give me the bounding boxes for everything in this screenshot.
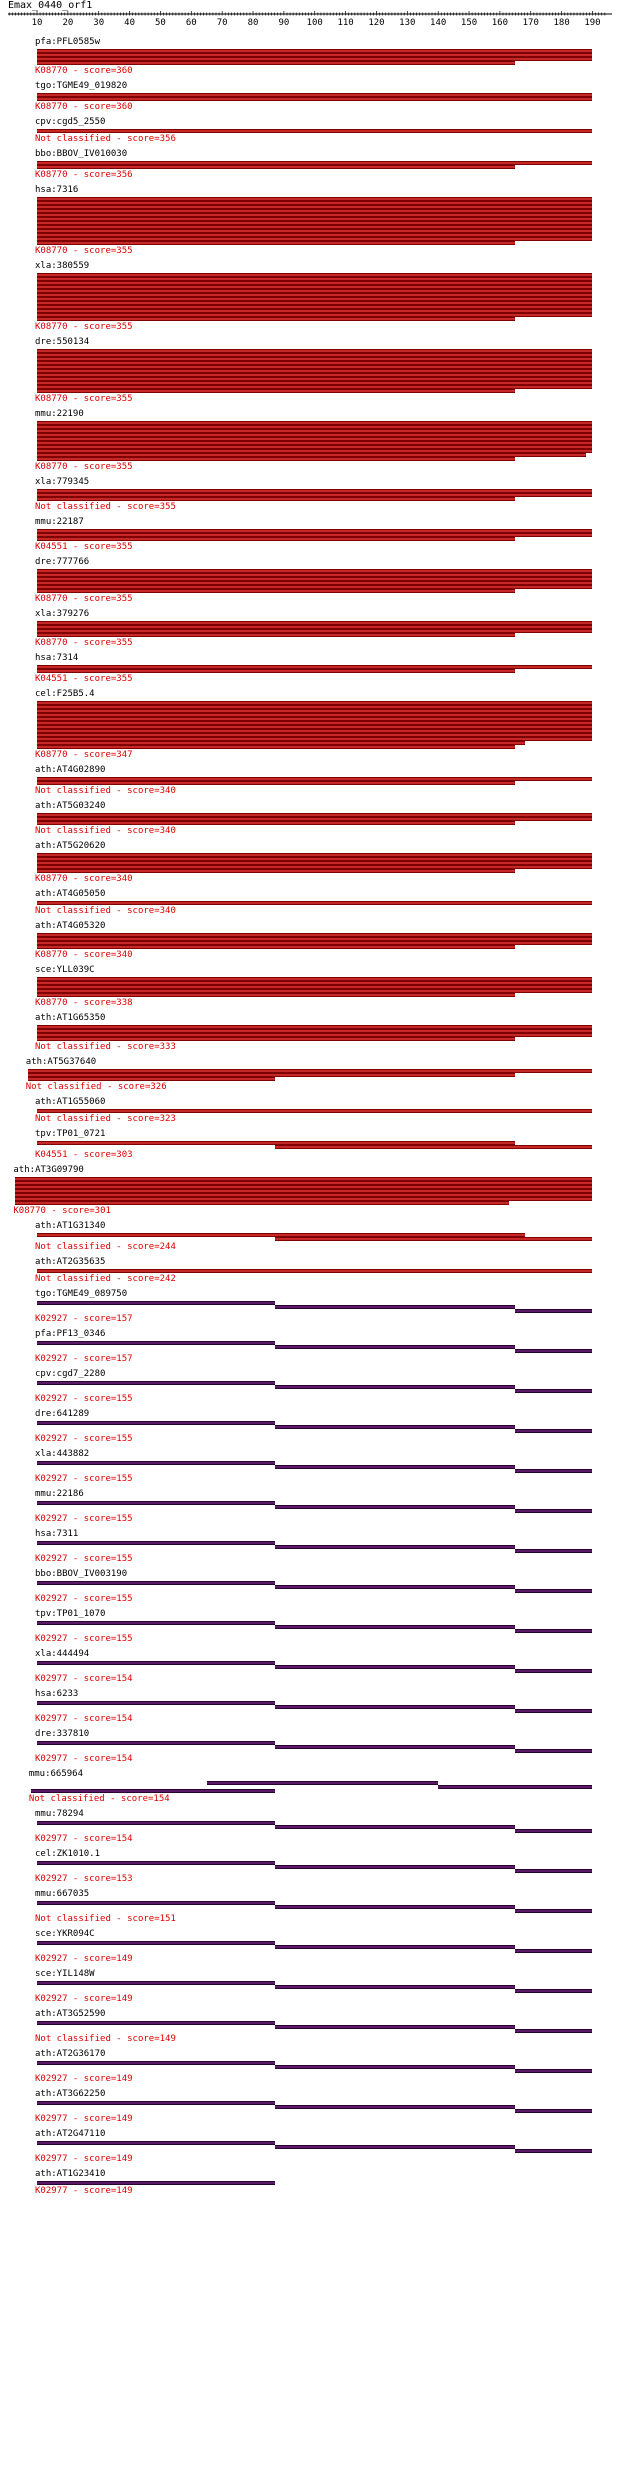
hit-gene-label[interactable]: hsa:6233 — [35, 1689, 79, 1699]
alignment-bar[interactable] — [275, 1705, 516, 1709]
hit-score-label: K08770 - score=355 — [35, 394, 133, 404]
hit-gene-label[interactable]: mmu:22190 — [35, 409, 84, 419]
hit-gene-label[interactable]: bbo:BBOV_IV010030 — [35, 149, 128, 159]
alignment-bar[interactable] — [515, 2029, 592, 2033]
hit-gene-label[interactable]: ath:AT1G31340 — [35, 1221, 106, 1231]
alignment-bar[interactable] — [31, 1789, 275, 1793]
hit-gene-label[interactable]: ath:AT2G36170 — [35, 2049, 106, 2059]
hit-gene-label[interactable]: ath:AT4G05320 — [35, 921, 106, 931]
hit-gene-label[interactable]: cel:ZK1010.1 — [35, 1849, 101, 1859]
hit-score-label: K04551 - score=303 — [35, 1150, 133, 1160]
hit-score-label: Not classified - score=242 — [35, 1274, 176, 1284]
hit-gene-label[interactable]: sce:YLL039C — [35, 965, 95, 975]
hit-score-label: K08770 - score=301 — [13, 1206, 111, 1216]
hit-gene-label[interactable]: tgo:TGME49_089750 — [35, 1289, 128, 1299]
hit-score-label: K08770 - score=338 — [35, 998, 133, 1008]
hit-gene-label[interactable]: xla:779345 — [35, 477, 90, 487]
hit-score-label: K02927 - score=149 — [35, 2074, 133, 2084]
ruler-tick-label: 70 — [216, 18, 228, 28]
alignment-bar[interactable] — [37, 61, 515, 65]
hit-gene-label[interactable]: mmu:78294 — [35, 1809, 84, 1819]
hit-score-label: K08770 - score=356 — [35, 170, 133, 180]
alignment-bar[interactable] — [515, 2149, 592, 2153]
alignment-bar[interactable] — [515, 1509, 592, 1513]
hit-score-label: K02977 - score=149 — [35, 2114, 133, 2124]
alignment-bar[interactable] — [37, 1381, 275, 1385]
alignment-bar[interactable] — [275, 1825, 516, 1829]
hit-score-label: K02977 - score=154 — [35, 1754, 133, 1764]
alignment-bar[interactable] — [515, 1549, 592, 1553]
ruler-tick-label: 80 — [247, 18, 259, 28]
alignment-bar[interactable] — [515, 1829, 592, 1833]
hit-score-label: K04551 - score=355 — [35, 542, 133, 552]
hit-gene-label[interactable]: dre:337810 — [35, 1729, 90, 1739]
ruler-tick-label: 20 — [62, 18, 74, 28]
ruler-tick-label: 10 — [31, 18, 43, 28]
hit-score-label: K08770 - score=360 — [35, 102, 133, 112]
hit-gene-label[interactable]: ath:AT3G62250 — [35, 2089, 106, 2099]
hit-gene-label[interactable]: dre:641289 — [35, 1409, 90, 1419]
alignment-bar[interactable] — [515, 1869, 592, 1873]
hit-gene-label[interactable]: xla:444494 — [35, 1649, 90, 1659]
alignment-bar[interactable] — [515, 1349, 592, 1353]
hit-score-label: Not classified - score=355 — [35, 502, 176, 512]
alignment-bar[interactable] — [515, 1669, 592, 1673]
hit-gene-label[interactable]: ath:AT1G23410 — [35, 2169, 106, 2179]
alignment-bar[interactable] — [275, 1505, 516, 1509]
hit-gene-label[interactable]: xla:443882 — [35, 1449, 90, 1459]
hit-gene-label[interactable]: xla:379276 — [35, 609, 90, 619]
hit-gene-label[interactable]: ath:AT4G05050 — [35, 889, 106, 899]
ruler-tick-label: 40 — [124, 18, 136, 28]
hit-score-label: Not classified - score=340 — [35, 826, 176, 836]
alignment-bar[interactable] — [37, 1301, 275, 1305]
hit-score-label: K08770 - score=340 — [35, 950, 133, 960]
alignment-bar[interactable] — [515, 2069, 592, 2073]
ruler-tick-label: 90 — [278, 18, 290, 28]
alignment-bar[interactable] — [275, 1985, 516, 1989]
alignment-bar[interactable] — [37, 781, 515, 785]
hit-gene-label[interactable]: pfa:PF13_0346 — [35, 1329, 106, 1339]
alignment-bar[interactable] — [275, 1425, 516, 1429]
hit-gene-label[interactable]: sce:YIL148W — [35, 1969, 95, 1979]
alignment-bar[interactable] — [275, 2025, 516, 2029]
alignment-bar[interactable] — [515, 1309, 592, 1313]
alignment-bar[interactable] — [275, 1905, 516, 1909]
alignment-bar[interactable] — [37, 1741, 275, 1745]
alignment-bar[interactable] — [275, 1545, 516, 1549]
hit-score-label: K02977 - score=154 — [35, 1834, 133, 1844]
hit-gene-label[interactable]: cel:F25B5.4 — [35, 689, 95, 699]
alignment-bar[interactable] — [37, 1037, 515, 1041]
hit-gene-label[interactable]: sce:YKR094C — [35, 1929, 95, 1939]
ruler-tick-label: 180 — [553, 18, 570, 28]
ruler-tick-label: 190 — [584, 18, 601, 28]
hit-score-label: K08770 - score=347 — [35, 750, 133, 760]
hit-score-label: Not classified - score=151 — [35, 1914, 176, 1924]
hit-score-label: Not classified - score=323 — [35, 1114, 176, 1124]
ruler-tick-label: 30 — [93, 18, 105, 28]
hit-gene-label[interactable]: ath:AT3G52590 — [35, 2009, 106, 2019]
hit-score-label: K02927 - score=155 — [35, 1514, 133, 1524]
hit-score-label: K04551 - score=355 — [35, 674, 133, 684]
hit-gene-label[interactable]: ath:AT2G47110 — [35, 2129, 106, 2139]
alignment-bar[interactable] — [37, 389, 515, 393]
hit-score-label: Not classified - score=149 — [35, 2034, 176, 2044]
alignment-bar[interactable] — [438, 1785, 592, 1789]
alignment-bar[interactable] — [37, 2141, 275, 2145]
hit-score-label: K08770 - score=355 — [35, 322, 133, 332]
alignment-bar[interactable] — [275, 1625, 516, 1629]
hit-score-label: Not classified - score=154 — [28, 1794, 170, 1804]
hit-score-label: K02927 - score=149 — [35, 1994, 133, 2004]
hit-score-label: Not classified - score=356 — [35, 134, 176, 144]
hit-gene-label[interactable]: cpv:cgd7_2280 — [35, 1369, 106, 1379]
hit-gene-label[interactable]: ath:AT5G03240 — [35, 801, 106, 811]
alignment-bar[interactable] — [37, 165, 515, 169]
alignment-bar[interactable] — [28, 1077, 275, 1081]
ruler-tick-label: 140 — [430, 18, 447, 28]
hit-score-label: K02927 - score=155 — [35, 1474, 133, 1484]
alignment-bar[interactable] — [37, 1621, 275, 1625]
alignment-bar[interactable] — [275, 1745, 516, 1749]
alignment-bar[interactable] — [37, 1109, 592, 1113]
alignment-bar[interactable] — [37, 2021, 275, 2025]
hit-gene-label[interactable]: ath:AT1G55060 — [35, 1097, 106, 1107]
alignment-bar[interactable] — [275, 1665, 516, 1669]
hit-gene-label[interactable]: mmu:22187 — [35, 517, 84, 527]
alignment-bar[interactable] — [275, 2105, 516, 2109]
alignment-bar[interactable] — [37, 317, 515, 321]
alignment-bar[interactable] — [515, 1949, 592, 1953]
alignment-bar[interactable] — [37, 993, 515, 997]
hit-gene-label[interactable]: ath:AT2G35635 — [35, 1257, 106, 1267]
hit-gene-label[interactable]: tgo:TGME49_019820 — [35, 81, 128, 91]
hit-score-label: Not classified - score=326 — [25, 1082, 167, 1092]
hit-score-label: Not classified - score=340 — [35, 906, 176, 916]
alignment-bar[interactable] — [275, 1945, 516, 1949]
alignment-bar[interactable] — [37, 1981, 275, 1985]
alignment-bar[interactable] — [515, 2109, 592, 2113]
ruler-tick-label: 160 — [491, 18, 509, 28]
hit-score-label: K02927 - score=153 — [35, 1874, 133, 1884]
alignment-bar[interactable] — [37, 1581, 275, 1585]
ruler-tick-label: 120 — [368, 18, 385, 28]
hit-gene-label[interactable]: tpv:TP01_0721 — [35, 1129, 106, 1139]
hit-score-label: Not classified - score=340 — [35, 786, 176, 796]
hit-score-label: K02977 - score=149 — [35, 2186, 133, 2196]
ruler-tick-label: 60 — [185, 18, 197, 28]
hit-score-label: K08770 - score=340 — [35, 874, 133, 884]
hit-score-label: K02977 - score=154 — [35, 1714, 133, 1724]
query-title: Emax_0440_orf1 — [8, 0, 93, 11]
hit-score-label: K02927 - score=155 — [35, 1434, 133, 1444]
alignment-bar[interactable] — [37, 1661, 275, 1665]
hit-score-label: K02927 - score=155 — [35, 1394, 133, 1404]
alignment-bar[interactable] — [275, 1145, 593, 1149]
alignment-bar[interactable] — [37, 2181, 275, 2185]
hit-gene-label[interactable]: bbo:BBOV_IV003190 — [35, 1569, 128, 1579]
alignment-bar[interactable] — [37, 457, 515, 461]
alignment-bar[interactable] — [275, 1865, 516, 1869]
hit-score-label: K02927 - score=155 — [35, 1594, 133, 1604]
hit-score-label: K08770 - score=360 — [35, 66, 133, 76]
alignment-bar[interactable] — [37, 1269, 592, 1273]
alignment-bar[interactable] — [275, 1345, 516, 1349]
hit-score-label: K02977 - score=154 — [35, 1674, 133, 1684]
hit-gene-label[interactable]: hsa:7316 — [35, 185, 79, 195]
alignment-bar[interactable] — [515, 1469, 592, 1473]
alignment-bar[interactable] — [515, 1909, 592, 1913]
hit-gene-label[interactable]: xla:380559 — [35, 261, 90, 271]
hit-score-label: Not classified - score=333 — [35, 1042, 176, 1052]
alignment-bar[interactable] — [37, 2061, 275, 2065]
hit-gene-label[interactable]: ath:AT5G20620 — [35, 841, 106, 851]
alignment-bar[interactable] — [275, 1237, 593, 1241]
alignment-bar[interactable] — [37, 241, 515, 245]
hit-score-label: K08770 - score=355 — [35, 462, 133, 472]
ruler-tick-label: 150 — [460, 18, 478, 28]
alignment-bar[interactable] — [275, 1385, 516, 1389]
alignment-bar[interactable] — [275, 1585, 516, 1589]
alignment-bar[interactable] — [275, 1305, 516, 1309]
ruler-tick-label: 50 — [155, 18, 166, 28]
hit-gene-label[interactable]: ath:AT5G37640 — [25, 1057, 97, 1067]
alignment-bar[interactable] — [37, 745, 515, 749]
alignment-bar[interactable] — [37, 1421, 275, 1425]
hit-score-label: K08770 - score=355 — [35, 246, 133, 256]
alignment-bar[interactable] — [515, 1989, 592, 1993]
alignment-bar[interactable] — [15, 1201, 509, 1205]
alignment-bar[interactable] — [515, 1709, 592, 1713]
hit-gene-label[interactable]: mmu:22186 — [35, 1489, 84, 1499]
ruler-tick-label: 110 — [337, 18, 354, 28]
hit-gene-label[interactable]: mmu:665964 — [28, 1769, 83, 1779]
hit-score-label: K08770 - score=355 — [35, 594, 133, 604]
alignment-bar[interactable] — [515, 1749, 592, 1753]
hit-gene-label[interactable]: pfa:PFL0585w — [35, 37, 101, 47]
alignment-bar[interactable] — [37, 945, 515, 949]
alignment-bar[interactable] — [37, 633, 515, 637]
hit-score-label: K02927 - score=157 — [35, 1354, 133, 1364]
alignment-bar[interactable] — [37, 1861, 275, 1865]
alignment-bar[interactable] — [207, 1781, 438, 1785]
ruler-tick-label: 130 — [399, 18, 416, 28]
ruler-tick-label: 100 — [306, 18, 323, 28]
alignment-bar[interactable] — [37, 2101, 275, 2105]
alignment-bar[interactable] — [37, 129, 592, 133]
alignment-bar[interactable] — [37, 869, 515, 873]
alignment-bar[interactable] — [515, 1629, 592, 1633]
alignment-bar[interactable] — [37, 821, 515, 825]
hit-score-label: K02927 - score=149 — [35, 1954, 133, 1964]
hit-gene-label[interactable]: ath:AT4G02890 — [35, 765, 106, 775]
alignment-bar[interactable] — [37, 589, 515, 593]
alignment-bar[interactable] — [37, 1501, 275, 1505]
alignment-bar[interactable] — [37, 1541, 275, 1545]
hit-score-label: Not classified - score=244 — [35, 1242, 176, 1252]
alignment-bar[interactable] — [37, 1461, 275, 1465]
alignment-bar[interactable] — [37, 1941, 275, 1945]
hit-score-label: K08770 - score=355 — [35, 638, 133, 648]
alignment-bar[interactable] — [37, 97, 592, 101]
alignment-bar[interactable] — [37, 1701, 275, 1705]
alignment-bar[interactable] — [515, 1589, 592, 1593]
hit-gene-label[interactable]: cpv:cgd5_2550 — [35, 117, 106, 127]
alignment-bar[interactable] — [515, 1389, 592, 1393]
hit-gene-label[interactable]: tpv:TP01_1070 — [35, 1609, 106, 1619]
hit-gene-label[interactable]: mmu:667035 — [35, 1889, 90, 1899]
alignment-bar[interactable] — [37, 1901, 275, 1905]
hit-score-label: K02977 - score=149 — [35, 2154, 133, 2164]
hit-gene-label[interactable]: dre:550134 — [35, 337, 90, 347]
hit-score-label: K02927 - score=155 — [35, 1634, 133, 1644]
alignment-bar[interactable] — [275, 1465, 516, 1469]
hit-gene-label[interactable]: ath:AT3G09790 — [13, 1165, 84, 1175]
hit-gene-label[interactable]: dre:777766 — [35, 557, 90, 567]
alignment-bar[interactable] — [275, 2065, 516, 2069]
hit-gene-label[interactable]: hsa:7314 — [35, 653, 79, 663]
alignment-bar[interactable] — [37, 537, 515, 541]
alignment-bar[interactable] — [37, 669, 515, 673]
hit-gene-label[interactable]: ath:AT1G65350 — [35, 1013, 106, 1023]
alignment-bar[interactable] — [37, 497, 515, 501]
alignment-bar[interactable] — [37, 901, 592, 905]
hit-gene-label[interactable]: hsa:7311 — [35, 1529, 79, 1539]
hit-score-label: K02927 - score=157 — [35, 1314, 133, 1324]
alignment-bar[interactable] — [37, 1341, 275, 1345]
alignment-bar[interactable] — [515, 1429, 592, 1433]
alignment-bar[interactable] — [37, 1821, 275, 1825]
hit-score-label: K02927 - score=155 — [35, 1554, 133, 1564]
alignment-bar[interactable] — [275, 2145, 516, 2149]
ruler-tick-label: 170 — [522, 18, 539, 28]
